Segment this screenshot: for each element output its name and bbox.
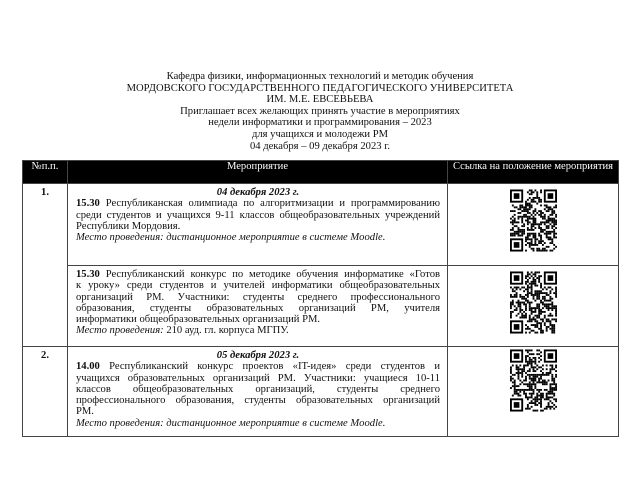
event-description-line: профессионального образования, студенты образовательных организаций <box>76 395 440 407</box>
column-header-event: Мероприятие <box>68 161 448 184</box>
event-description-line: классов общеобразовательных организаций, студенты среднего <box>76 383 440 395</box>
event-description-line: Республиканская олимпиада по алгоритмизации и программированию <box>105 198 440 210</box>
column-header-number: №п.п. <box>23 161 68 184</box>
event-description-line: Республики Мордовия. <box>76 220 181 232</box>
event-description-line: среди студентов и учащихся 9-11 классов общеобразовательных учреждений <box>76 209 440 221</box>
audience-text: для учащихся и молодежи РМ <box>251 129 389 140</box>
event-description-line: Республиканский конкурс по методике обучения информатике «Готов <box>105 269 440 280</box>
invitation-text: Приглашает всех желающих принять участие в мероприятиях <box>180 105 460 117</box>
department-title: Кафедра физики, информационных технологий и методик обучения <box>166 71 474 82</box>
event-date: 04 декабря 2023 г. <box>216 187 300 198</box>
row-number: 1. <box>23 184 68 347</box>
event-description-line: Республиканский конкурс проектов «IT-идея» среди студентов и <box>109 361 440 373</box>
university-name: МОРДОВСКОГО ГОСУДАРСТВЕННОГО ПЕДАГОГИЧЕСКОГО УНИВЕРСИТЕТА <box>126 82 514 94</box>
event-description-line: РМ. <box>76 406 94 418</box>
table-row <box>23 266 619 347</box>
event-time: 14.00 <box>76 361 100 373</box>
event-cell <box>68 347 448 437</box>
qr-cell <box>448 347 619 437</box>
table-row <box>23 184 619 266</box>
university-name-suffix: ИМ. М.Е. ЕВСЕВЬЕВА <box>266 94 374 106</box>
event-description-line: учащихся образовательных организаций РМ. Участники: учащиеся 10-11 <box>76 372 440 384</box>
event-time: 15.30 <box>76 269 100 280</box>
events-table <box>22 160 619 437</box>
qr-cell <box>448 266 619 347</box>
event-description-line: образования, студенты образовательных организаций РМ, учителя <box>76 302 440 314</box>
event-date: 05 декабря 2023 г. <box>216 350 300 361</box>
event-description-line: информатики общеобразовательных организаций РМ. <box>76 314 321 326</box>
row-number: 2. <box>23 347 68 437</box>
event-cell <box>68 184 448 266</box>
event-place-label: Место проведения: <box>76 325 164 337</box>
event-place: Место проведения: дистанционное мероприятие в системе Moodle. <box>76 417 386 429</box>
table-row <box>23 347 619 437</box>
date-range: 04 декабря – 09 декабря 2023 г. <box>249 140 391 152</box>
qr-code-icon[interactable] <box>510 349 557 412</box>
event-place: Место проведения: дистанционное мероприятие в системе Moodle. <box>76 232 386 244</box>
table-header-row <box>23 161 619 184</box>
qr-cell <box>448 184 619 266</box>
qr-code-icon[interactable] <box>510 271 557 334</box>
event-cell <box>68 266 448 347</box>
qr-code-icon[interactable] <box>510 189 557 252</box>
event-description-line: организаций РМ. Участники: студенты среднего профессионального <box>76 291 440 303</box>
event-week-title: недели информатики и программирования – 2023 <box>208 117 432 129</box>
column-header-link: Ссылка на положение мероприятия <box>448 161 619 184</box>
event-place-value: 210 ауд. гл. корпуса МГПУ. <box>166 325 289 337</box>
event-time: 15.30 <box>76 198 100 210</box>
event-description-line: к уроку» среди студентов и учителей информатики общеобразовательных <box>76 280 440 292</box>
